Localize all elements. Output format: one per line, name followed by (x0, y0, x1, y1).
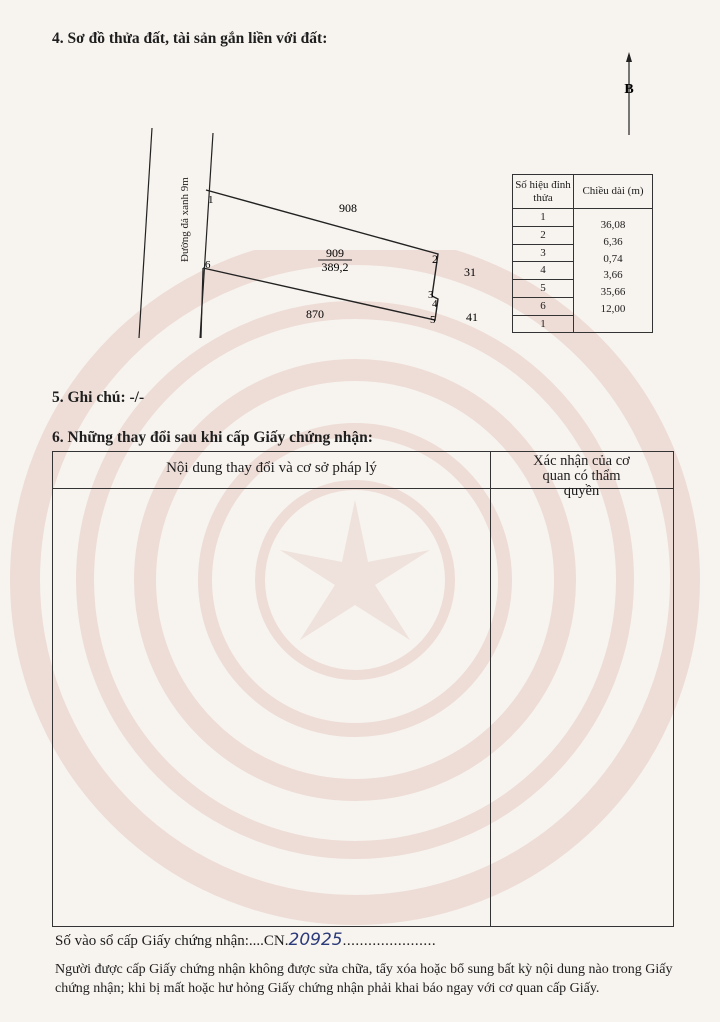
length-cell: 6,36 (603, 235, 623, 248)
vertex-4: 4 (432, 298, 438, 310)
length-cell: 3,66 (603, 269, 623, 282)
vertex-cell: 4 (513, 262, 573, 280)
section4-title: 4. Sơ đồ thửa đất, tài sản gắn liền với đất: (52, 30, 328, 47)
neighbor-east-top: 31 (464, 265, 476, 279)
vertex-cell: 2 (513, 227, 573, 245)
col-changes-content: Nội dung thay đổi và cơ sở pháp lý (166, 460, 377, 476)
section6-title: 6. Những thay đổi sau khi cấp Giấy chứng nhận: (52, 429, 373, 446)
vertex-2: 2 (432, 252, 438, 266)
vertex-3: 3 (428, 289, 434, 301)
vertex-6: 6 (205, 259, 211, 271)
vertex-cell: 3 (513, 245, 573, 263)
register-number: 20925 (288, 930, 343, 950)
vertex-column (513, 209, 574, 333)
section5-title: 5. Ghi chú: -/- (52, 389, 145, 406)
neighbor-north: 908 (339, 201, 357, 215)
parcel-area: 389,2 (321, 260, 349, 274)
register-label: Số vào sổ cấp Giấy chứng nhận:....CN. (55, 933, 289, 949)
length-cell: 12,00 (600, 302, 626, 315)
vertex-cell: 6 (513, 298, 573, 316)
neighbor-south: 870 (306, 307, 324, 321)
neighbor-east-bottom: 41 (466, 310, 478, 324)
vertex-cell: 5 (513, 280, 573, 298)
register-number-line (55, 930, 436, 950)
edge-length-table (512, 174, 653, 333)
changes-table (52, 451, 674, 927)
length-cell: 0,74 (603, 252, 623, 265)
vertex-cell: 1 (513, 209, 573, 227)
footer-note: Người được cấp Giấy chứng nhận không được sửa chữa, tẩy xóa hoặc bổ sung bất kỳ nội dung nào trong Giấy chứng nhận; khi bị mất hoặc hư hỏng Giấy chứng nhận phải khai báo ngay với cơ quan cấp Giấy. (55, 962, 673, 996)
vertex-1: 1 (208, 194, 214, 206)
header-length: Chiều dài (m) (574, 175, 653, 209)
road-label: Đường đá xanh 9m (179, 177, 191, 262)
length-column (574, 209, 653, 333)
register-dots: ...................... (342, 933, 437, 949)
north-label: B (624, 82, 634, 97)
length-cell: 36,08 (600, 219, 626, 231)
vertex-5: 5 (430, 314, 436, 326)
col-authority-confirmation: Xác nhận của cơ quan có thẩm quyền (533, 453, 630, 499)
parcel-number: 909 (326, 246, 344, 260)
vertex-cell: 1 (540, 317, 546, 330)
header-vertex: Số hiệu đỉnh thửa (513, 175, 574, 209)
length-cell: 35,66 (600, 286, 626, 299)
